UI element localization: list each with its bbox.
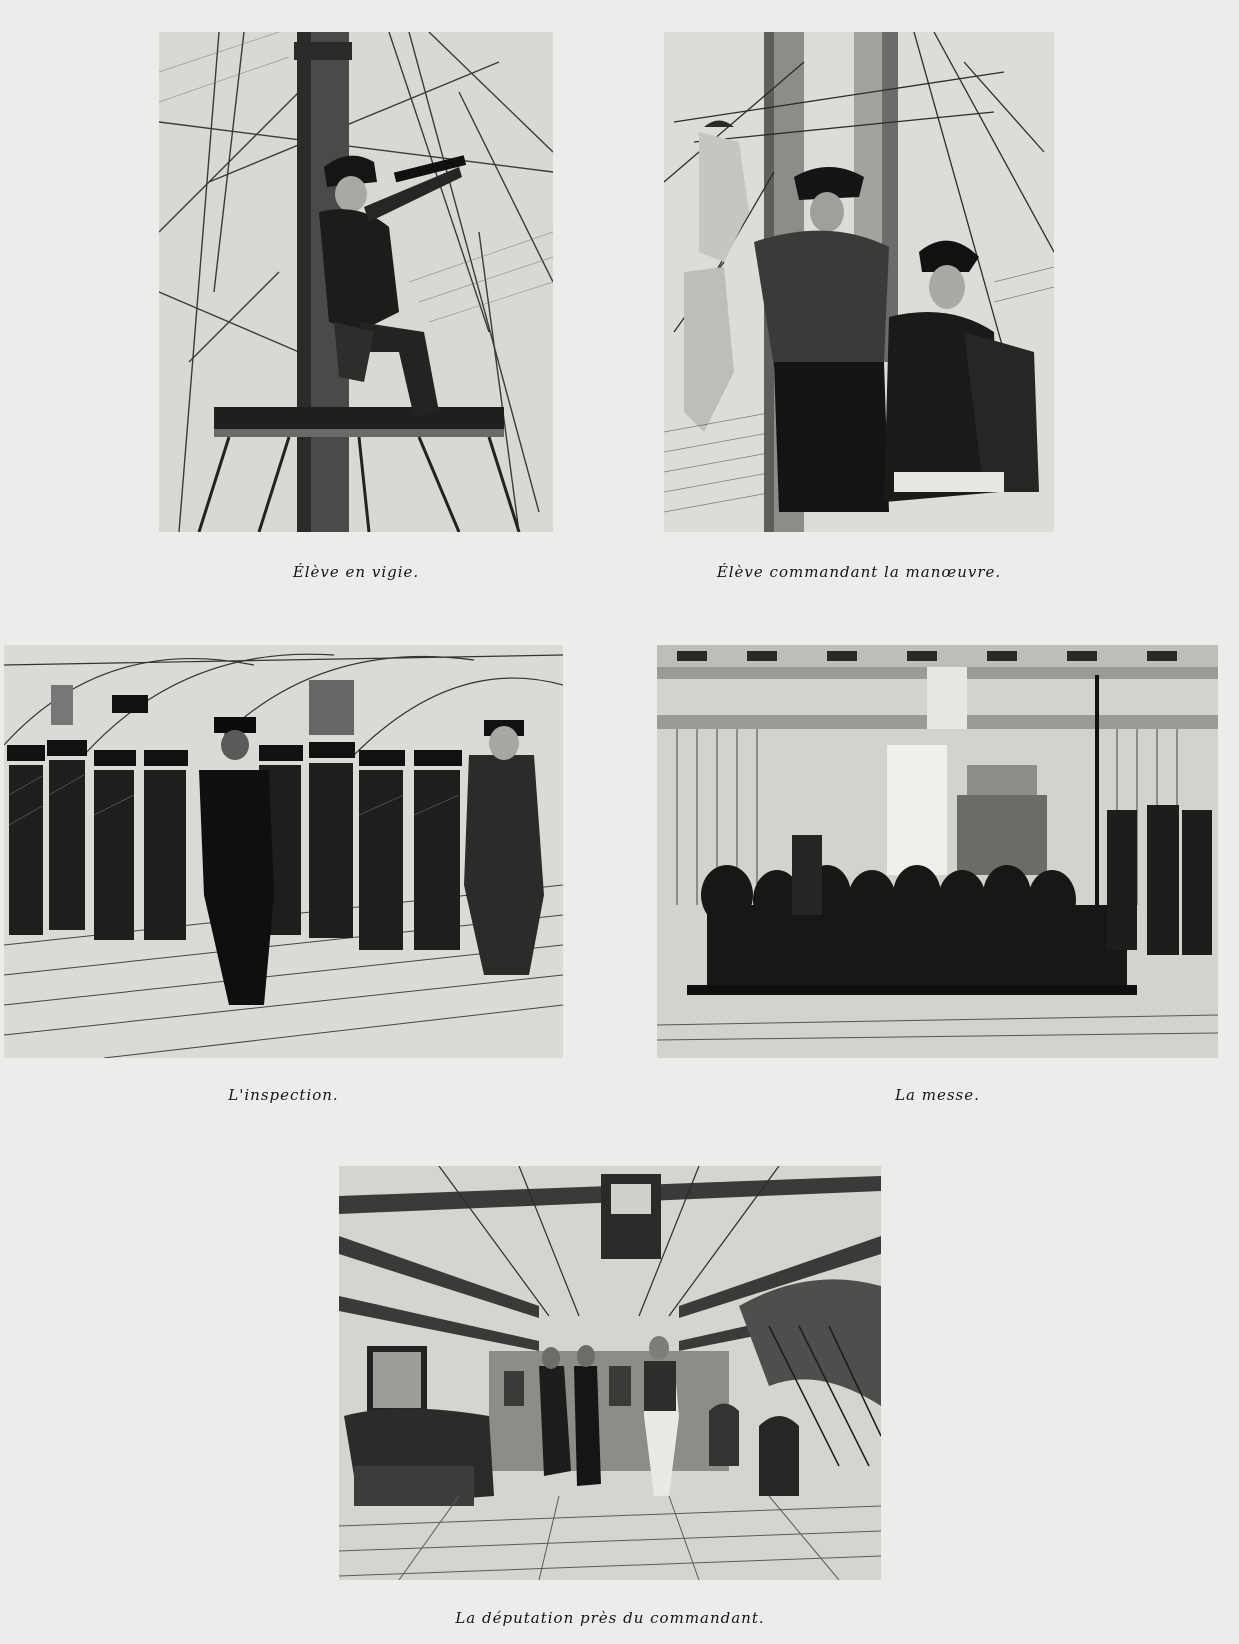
engraving-inspection xyxy=(4,645,563,1058)
caption-inspection: L'inspection. xyxy=(228,1086,339,1104)
engraving-deputation-pres-du-commandant xyxy=(339,1166,881,1580)
caption-eleve-en-vigie: Élève en vigie. xyxy=(292,563,420,581)
engraving-eleve-commandant-la-manoeuvre xyxy=(664,32,1054,532)
engraving-eleve-en-vigie xyxy=(159,32,553,532)
engraving-la-messe xyxy=(657,645,1218,1058)
caption-eleve-commandant-la-manoeuvre: Élève commandant la manœuvre. xyxy=(716,563,1002,581)
caption-la-messe: La messe. xyxy=(895,1086,980,1104)
caption-deputation-pres-du-commandant: La députation près du commandant. xyxy=(455,1609,765,1627)
